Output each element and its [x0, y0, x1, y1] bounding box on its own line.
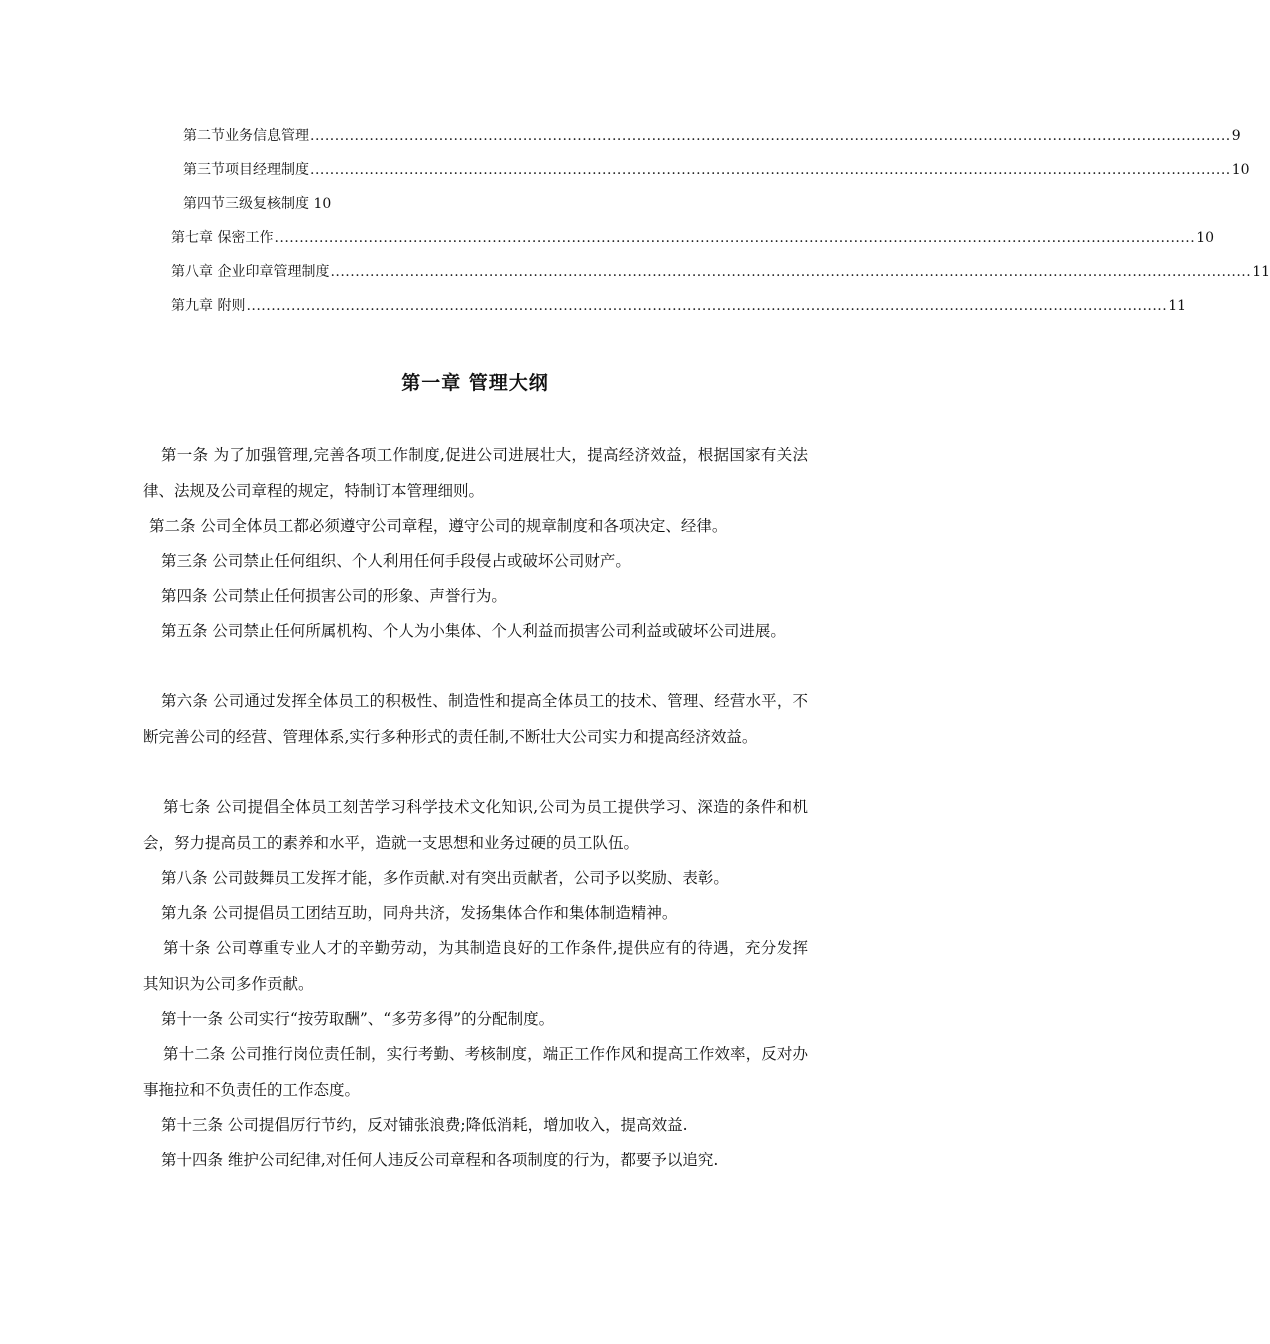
- article-5: 第五条 公司禁止任何所属机构、个人为小集体、个人利益而损害公司利益或破坏公司进展。: [161, 622, 786, 640]
- toc-entry-page: 10: [1196, 230, 1215, 246]
- toc-entry-label: 第二节业务信息管理: [183, 128, 309, 144]
- toc-entry[interactable]: [183, 194, 331, 214]
- toc-entry[interactable]: [183, 160, 1250, 180]
- article-1: 第一条 为了加强管理,完善各项工作制度,促进公司进展壮大，提高经济效益，根据国家有关法律、法规及公司章程的规定，特制订本管理细则。: [143, 446, 808, 500]
- toc-entry[interactable]: [171, 228, 1215, 248]
- article-11: 第十一条 公司实行“按劳取酬”、“多劳多得”的分配制度。: [161, 1010, 555, 1028]
- article-4: 第四条 公司禁止任何损害公司的形象、声誉行为。: [161, 587, 507, 605]
- toc-leader-dots: ..........................................................................................................................................................................................: [274, 230, 1196, 246]
- toc-entry-page: 11: [1252, 264, 1270, 280]
- chapter-title: 第一章 管理大纲: [401, 372, 549, 394]
- toc-entry[interactable]: [171, 296, 1187, 316]
- toc-entry-label: 第八章 企业印章管理制度: [171, 264, 330, 280]
- article-14: 第十四条 维护公司纪律,对任何人违反公司章程和各项制度的行为，都要予以追究.: [161, 1151, 719, 1169]
- article-10: 第十条 公司尊重专业人才的辛勤劳动，为其制造良好的工作条件,提供应有的待遇，充分发挥其知识为公司多作贡献。: [143, 939, 808, 993]
- toc-entry-page: 11: [1168, 298, 1187, 314]
- toc-leader-dots: ..........................................................................................................................................................................................: [310, 162, 1231, 178]
- toc-entry-label: 第四节三级复核制度 10: [183, 196, 332, 212]
- toc-entry-label: 第三节项目经理制度: [183, 162, 309, 178]
- article-13: 第十三条 公司提倡厉行节约，反对铺张浪费;降低消耗，增加收入，提高效益.: [161, 1116, 688, 1134]
- toc-entry-page: 10: [1231, 162, 1250, 178]
- toc-leader-dots: ..........................................................................................................................................................................................: [310, 128, 1231, 144]
- article-12: 第十二条 公司推行岗位责任制，实行考勤、考核制度，端正工作作风和提高工作效率，反对办事拖拉和不负责任的工作态度。: [143, 1045, 808, 1099]
- article-2: 第二条 公司全体员工都必须遵守公司章程，遵守公司的规章制度和各项决定、经律。: [149, 517, 728, 535]
- article-9: 第九条 公司提倡员工团结互助，同舟共济，发扬集体合作和集体制造精神。: [161, 904, 678, 922]
- toc-entry-label: 第九章 附则: [171, 298, 246, 314]
- article-6: 第六条 公司通过发挥全体员工的积极性、制造性和提高全体员工的技术、管理、经营水平，不断完善公司的经营、管理体系,实行多种形式的责任制,不断壮大公司实力和提高经济效益。: [143, 692, 808, 746]
- toc-leader-dots: ..........................................................................................................................................................................................: [246, 298, 1168, 314]
- toc-entry[interactable]: [183, 126, 1241, 146]
- article-3: 第三条 公司禁止任何组织、个人利用任何手段侵占或破坏公司财产。: [161, 552, 631, 570]
- toc-entry[interactable]: [171, 262, 1270, 282]
- toc-entry-label: 第七章 保密工作: [171, 230, 274, 246]
- article-8: 第八条 公司鼓舞员工发挥才能，多作贡献.对有突出贡献者，公司予以奖励、表彰。: [161, 869, 729, 887]
- toc-leader-dots: ..........................................................................................................................................................................................: [330, 264, 1252, 280]
- toc-entry-page: 9: [1231, 128, 1241, 144]
- article-7: 第七条 公司提倡全体员工刻苦学习科学技术文化知识,公司为员工提供学习、深造的条件和机会，努力提高员工的素养和水平，造就一支思想和业务过硬的员工队伍。: [143, 798, 808, 852]
